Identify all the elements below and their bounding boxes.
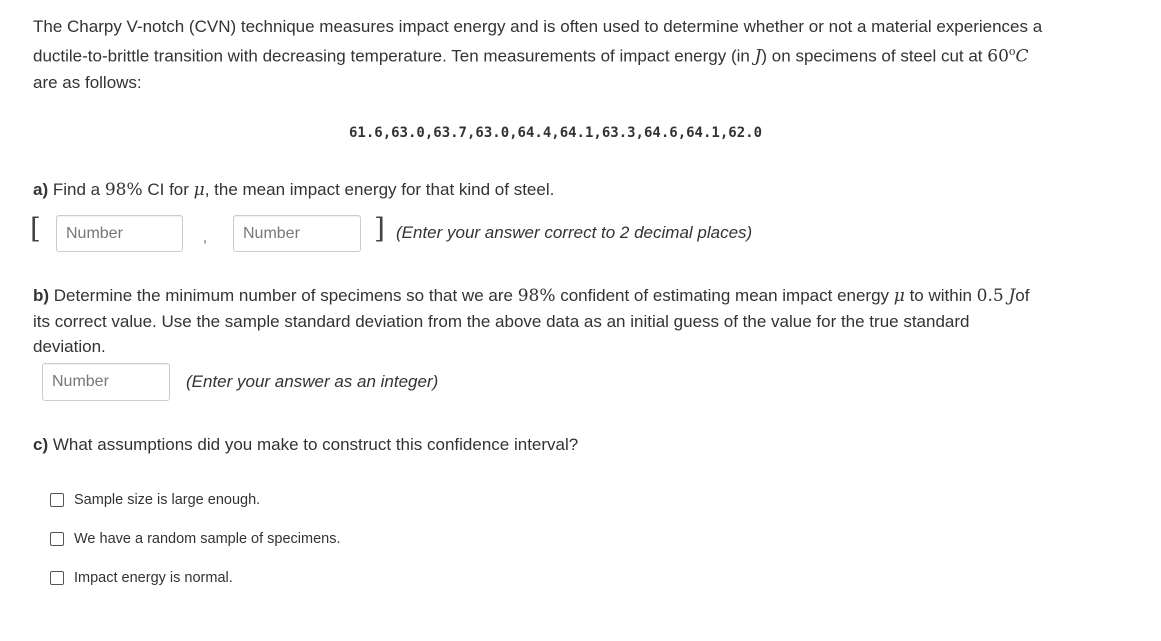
part-a-question: a) Find a 98% CI for μ, the mean impact energy for that kind of steel. bbox=[33, 180, 555, 200]
data-values: 61.6,63.0,63.7,63.0,64.4,64.1,63.3,64.6,64.1,62.0 bbox=[348, 125, 762, 141]
open-bracket: [ bbox=[30, 212, 41, 245]
intro-line-1: The Charpy V-notch (CVN) technique measures impact energy and is often used to determine whether or not a material experiences a bbox=[33, 17, 1043, 36]
assumption-option-sample-size[interactable] bbox=[50, 490, 260, 510]
part-c-label: c) bbox=[33, 435, 49, 454]
degree-symbol: o bbox=[1008, 45, 1016, 58]
mu-symbol: μ bbox=[193, 180, 205, 200]
ci-upper-input[interactable] bbox=[233, 215, 361, 252]
margin-value: 0.5 bbox=[976, 286, 1004, 306]
energy-unit: J bbox=[754, 46, 762, 67]
interval-separator: , bbox=[203, 229, 207, 245]
checkbox[interactable] bbox=[50, 532, 64, 546]
part-a-confidence: 98% bbox=[104, 180, 143, 200]
temperature-value: 60 bbox=[987, 46, 1009, 67]
part-b-confidence: 98% bbox=[517, 286, 556, 306]
close-bracket: ] bbox=[374, 212, 385, 245]
part-a-hint: (Enter your answer correct to 2 decimal places) bbox=[396, 223, 753, 242]
intro-paragraph bbox=[33, 14, 1133, 95]
margin-unit: J bbox=[1008, 286, 1016, 306]
part-b-line-3: deviation. bbox=[33, 337, 106, 356]
part-b-hint: (Enter your answer as an integer) bbox=[186, 372, 439, 391]
checkbox[interactable] bbox=[50, 493, 64, 507]
part-b-line-1: b) Determine the minimum number of specimens so that we are 98% confident of estimating mean impact energy μ to within 0.5 Jof bbox=[33, 286, 1030, 306]
checkbox[interactable] bbox=[50, 571, 64, 585]
part-b-question bbox=[33, 283, 1133, 359]
sample-size-input[interactable] bbox=[42, 363, 170, 401]
assumption-option-random-sample[interactable] bbox=[50, 529, 341, 549]
assumption-option-normal[interactable] bbox=[50, 568, 233, 588]
part-a-label: a) bbox=[33, 180, 49, 199]
option-label: Sample size is large enough. bbox=[74, 492, 261, 508]
intro-line-3: are as follows: bbox=[33, 72, 142, 92]
option-label: Impact energy is normal. bbox=[74, 570, 233, 586]
part-b-label: b) bbox=[33, 286, 50, 305]
mu-symbol: μ bbox=[893, 286, 905, 306]
option-label: We have a random sample of specimens. bbox=[74, 531, 341, 547]
temperature-unit: C bbox=[1015, 46, 1029, 67]
ci-lower-input[interactable] bbox=[56, 215, 183, 252]
part-b-line-2: its correct value. Use the sample standard deviation from the above data as an initial guess of the value for the true standard bbox=[33, 312, 970, 331]
intro-line-2: ductile-to-brittle transition with decreasing temperature. Ten measurements of impact energy (in J) on specimens of steel cut at 60$^o$C bbox=[33, 45, 1029, 67]
part-c-question: c) What assumptions did you make to construct this confidence interval? bbox=[33, 435, 579, 454]
